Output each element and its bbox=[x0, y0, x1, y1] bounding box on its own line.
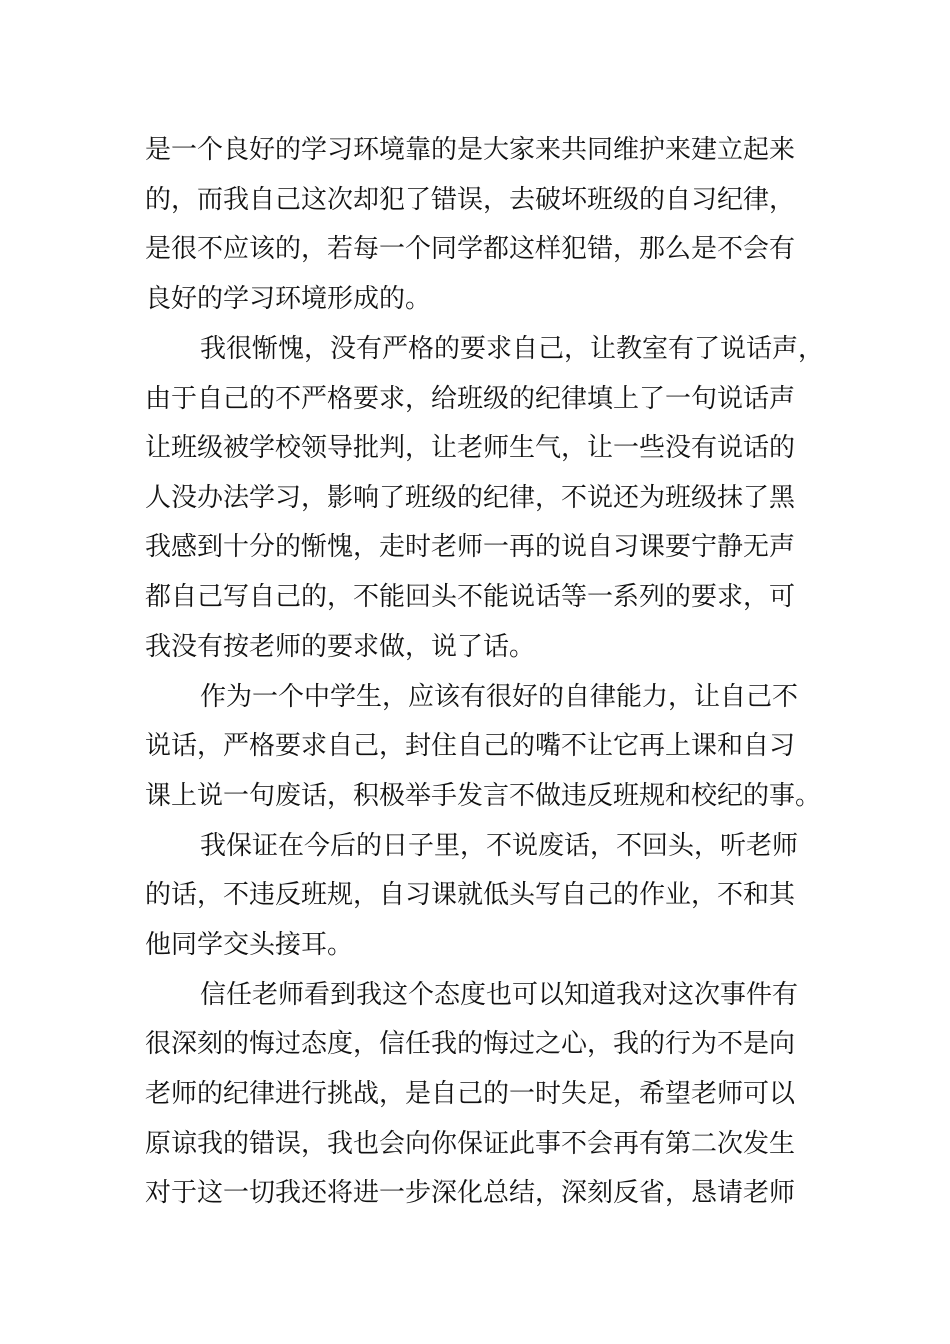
text-line: 原谅我的错误，我也会向你保证此事不会再有第二次发生 bbox=[145, 1129, 796, 1159]
text-line: 课上说一句废话，积极举手发言不做违反班规和校纪的事。 bbox=[145, 781, 822, 811]
text-line: 人没办法学习，影响了班级的纪律，不说还为班级抹了黑 bbox=[145, 483, 796, 513]
text-line: 由于自己的不严格要求，给班级的纪律填上了一句说话声 bbox=[145, 384, 796, 414]
text-line: 让班级被学校领导批判，让老师生气，让一些没有说话的 bbox=[145, 433, 796, 463]
text-line: 是一个良好的学习环境靠的是大家来共同维护来建立起来 bbox=[145, 135, 796, 165]
text-line: 的话，不违反班规，自习课就低头写自己的作业，不和其 bbox=[145, 880, 796, 910]
text-line: 很深刻的悔过态度，信任我的悔过之心，我的行为不是向 bbox=[145, 1029, 796, 1059]
text-line: 对于这一切我还将进一步深化总结，深刻反省，恳请老师 bbox=[145, 1178, 796, 1208]
text-line: 都自己写自己的，不能回头不能说话等一系列的要求，可 bbox=[145, 582, 796, 612]
text-line: 说话，严格要求自己，封住自己的嘴不让它再上课和自习 bbox=[145, 731, 796, 761]
paragraph-first-line: 我很惭愧，没有严格的要求自己，让教室有了说话声， bbox=[200, 334, 825, 364]
paragraph-first-line: 信任老师看到我这个态度也可以知道我对这次事件有 bbox=[200, 980, 799, 1010]
text-line: 是很不应该的，若每一个同学都这样犯错，那么是不会有 bbox=[145, 234, 796, 264]
text-line: 我感到十分的惭愧，走时老师一再的说自习课要宁静无声 bbox=[145, 532, 796, 562]
text-line: 良好的学习环境形成的。 bbox=[145, 284, 432, 314]
text-line: 他同学交头接耳。 bbox=[145, 930, 354, 960]
text-line: 我没有按老师的要求做，说了话。 bbox=[145, 632, 536, 662]
paragraph-first-line: 我保证在今后的日子里，不说废话，不回头，听老师 bbox=[200, 831, 799, 861]
text-line: 老师的纪律进行挑战，是自己的一时失足，希望老师可以 bbox=[145, 1079, 796, 1109]
text-line: 的，而我自己这次却犯了错误，去破坏班级的自习纪律， bbox=[145, 185, 796, 215]
paragraph-first-line: 作为一个中学生，应该有很好的自律能力，让自己不 bbox=[200, 682, 799, 712]
